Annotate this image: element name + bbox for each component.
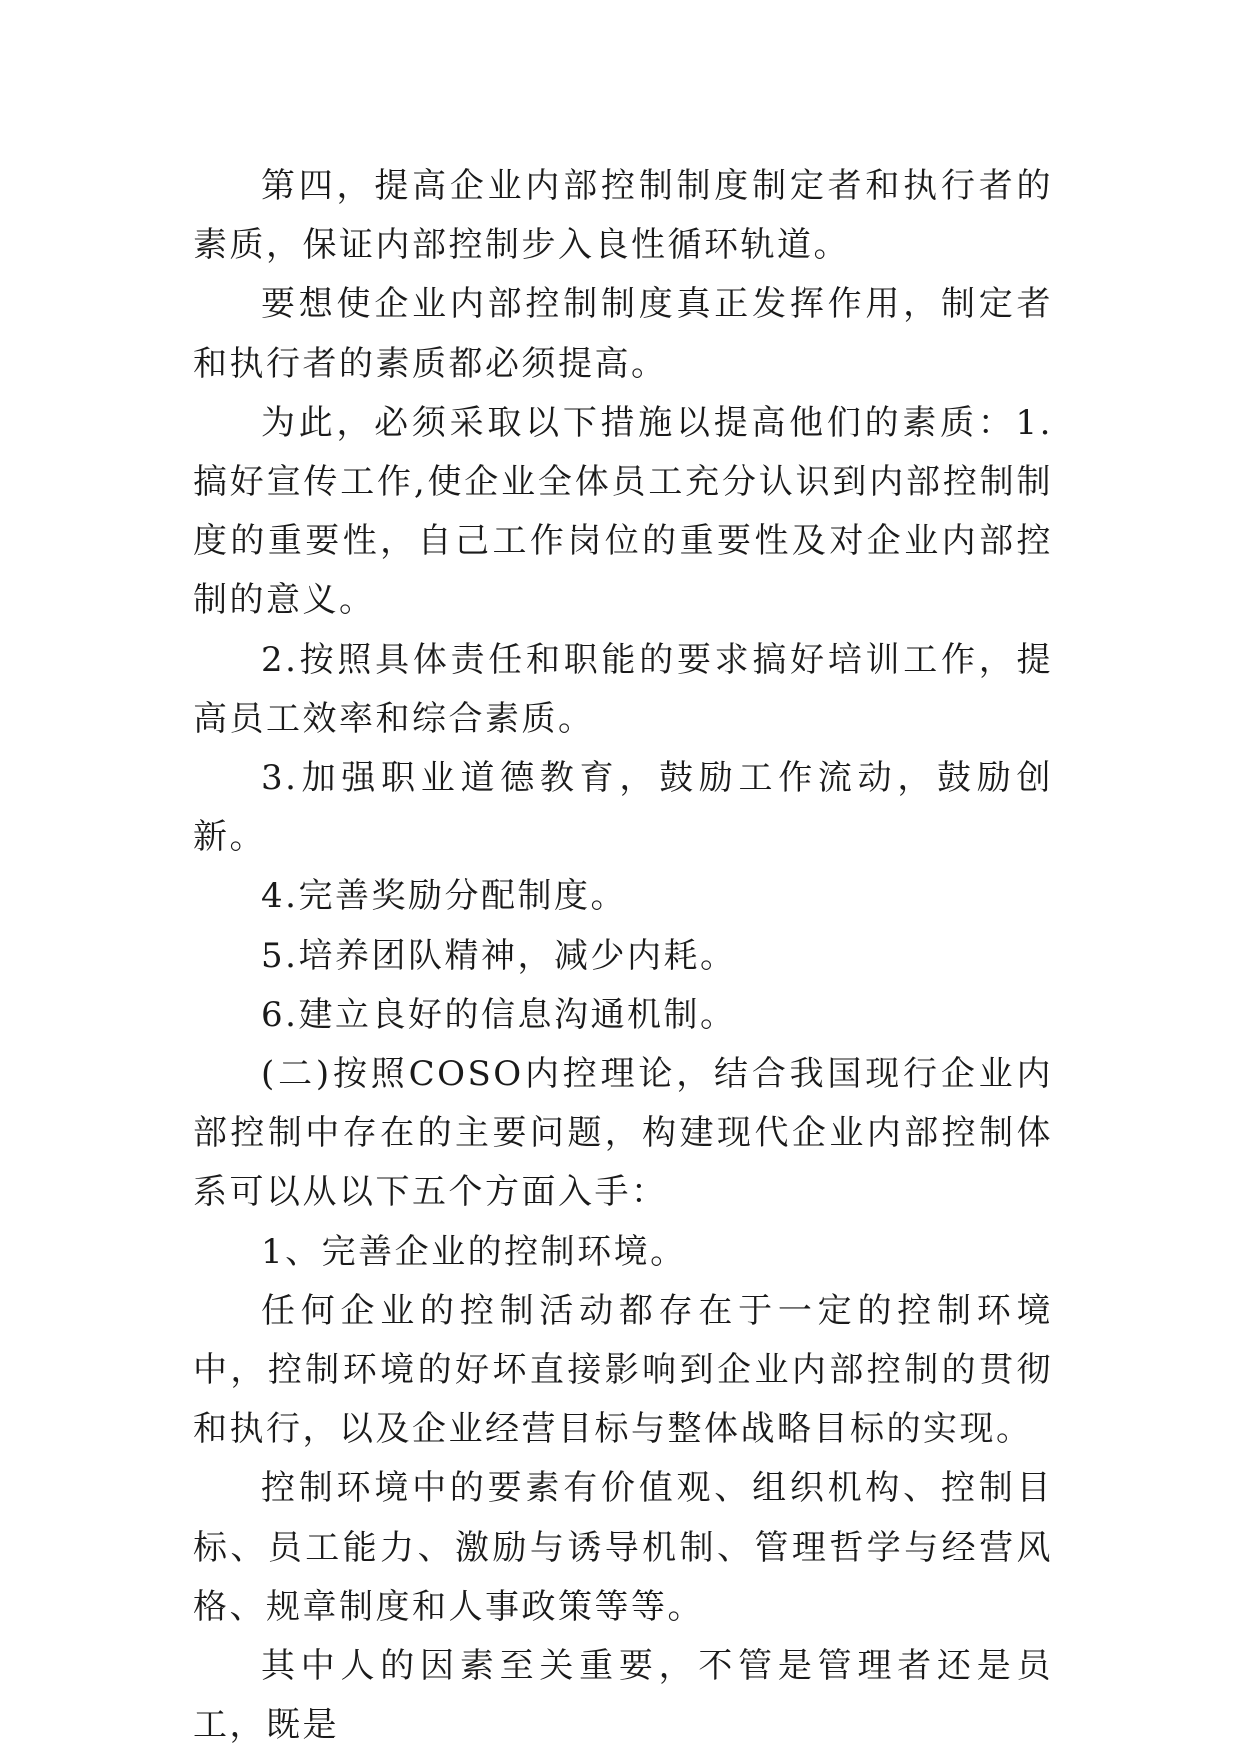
paragraph-6: 4.完善奖励分配制度。 — [261, 876, 627, 917]
paragraph-3: 为此，必须采取以下措施以提高他们的素质：1.搞好宣传工作,使企业全体员工充分认识到内部控制制度的重要性，自己工作岗位的重要性及对企业内部控制的意义。 — [193, 402, 1053, 621]
paragraph-13: 其中人的因素至关重要，不管是管理者还是员工，既是 — [193, 1646, 1053, 1746]
paragraph-2: 要想使企业内部控制制度真正发挥作用，制定者和执行者的素质都必须提高。 — [193, 284, 1053, 384]
paragraph-1: 第四，提高企业内部控制制度制定者和执行者的素质，保证内部控制步入良性循环轨道。 — [193, 166, 1053, 266]
paragraph-12: 控制环境中的要素有价值观、组织机构、控制目标、员工能力、激励与诱导机制、管理哲学与经营风格、规章制度和人事政策等等。 — [193, 1468, 1053, 1627]
paragraph-11: 任何企业的控制活动都存在于一定的控制环境中，控制环境的好坏直接影响到企业内部控制的贯彻和执行，以及企业经营目标与整体战略目标的实现。 — [193, 1290, 1053, 1450]
document-body — [193, 157, 1053, 1755]
paragraph-9: (二)按照COSO内控理论，结合我国现行企业内部控制中存在的主要问题，构建现代企业内部控制体系可以从以下五个方面入手： — [193, 1054, 1053, 1213]
paragraph-7: 5.培养团队精神，减少内耗。 — [261, 935, 737, 976]
paragraph-4: 2.按照具体责任和职能的要求搞好培训工作，提高员工效率和综合素质。 — [193, 639, 1053, 739]
paragraph-5: 3.加强职业道德教育，鼓励工作流动，鼓励创新。 — [193, 758, 1053, 858]
paragraph-10: 1、完善企业的控制环境。 — [261, 1231, 687, 1272]
paragraph-8: 6.建立良好的信息沟通机制。 — [261, 994, 737, 1035]
